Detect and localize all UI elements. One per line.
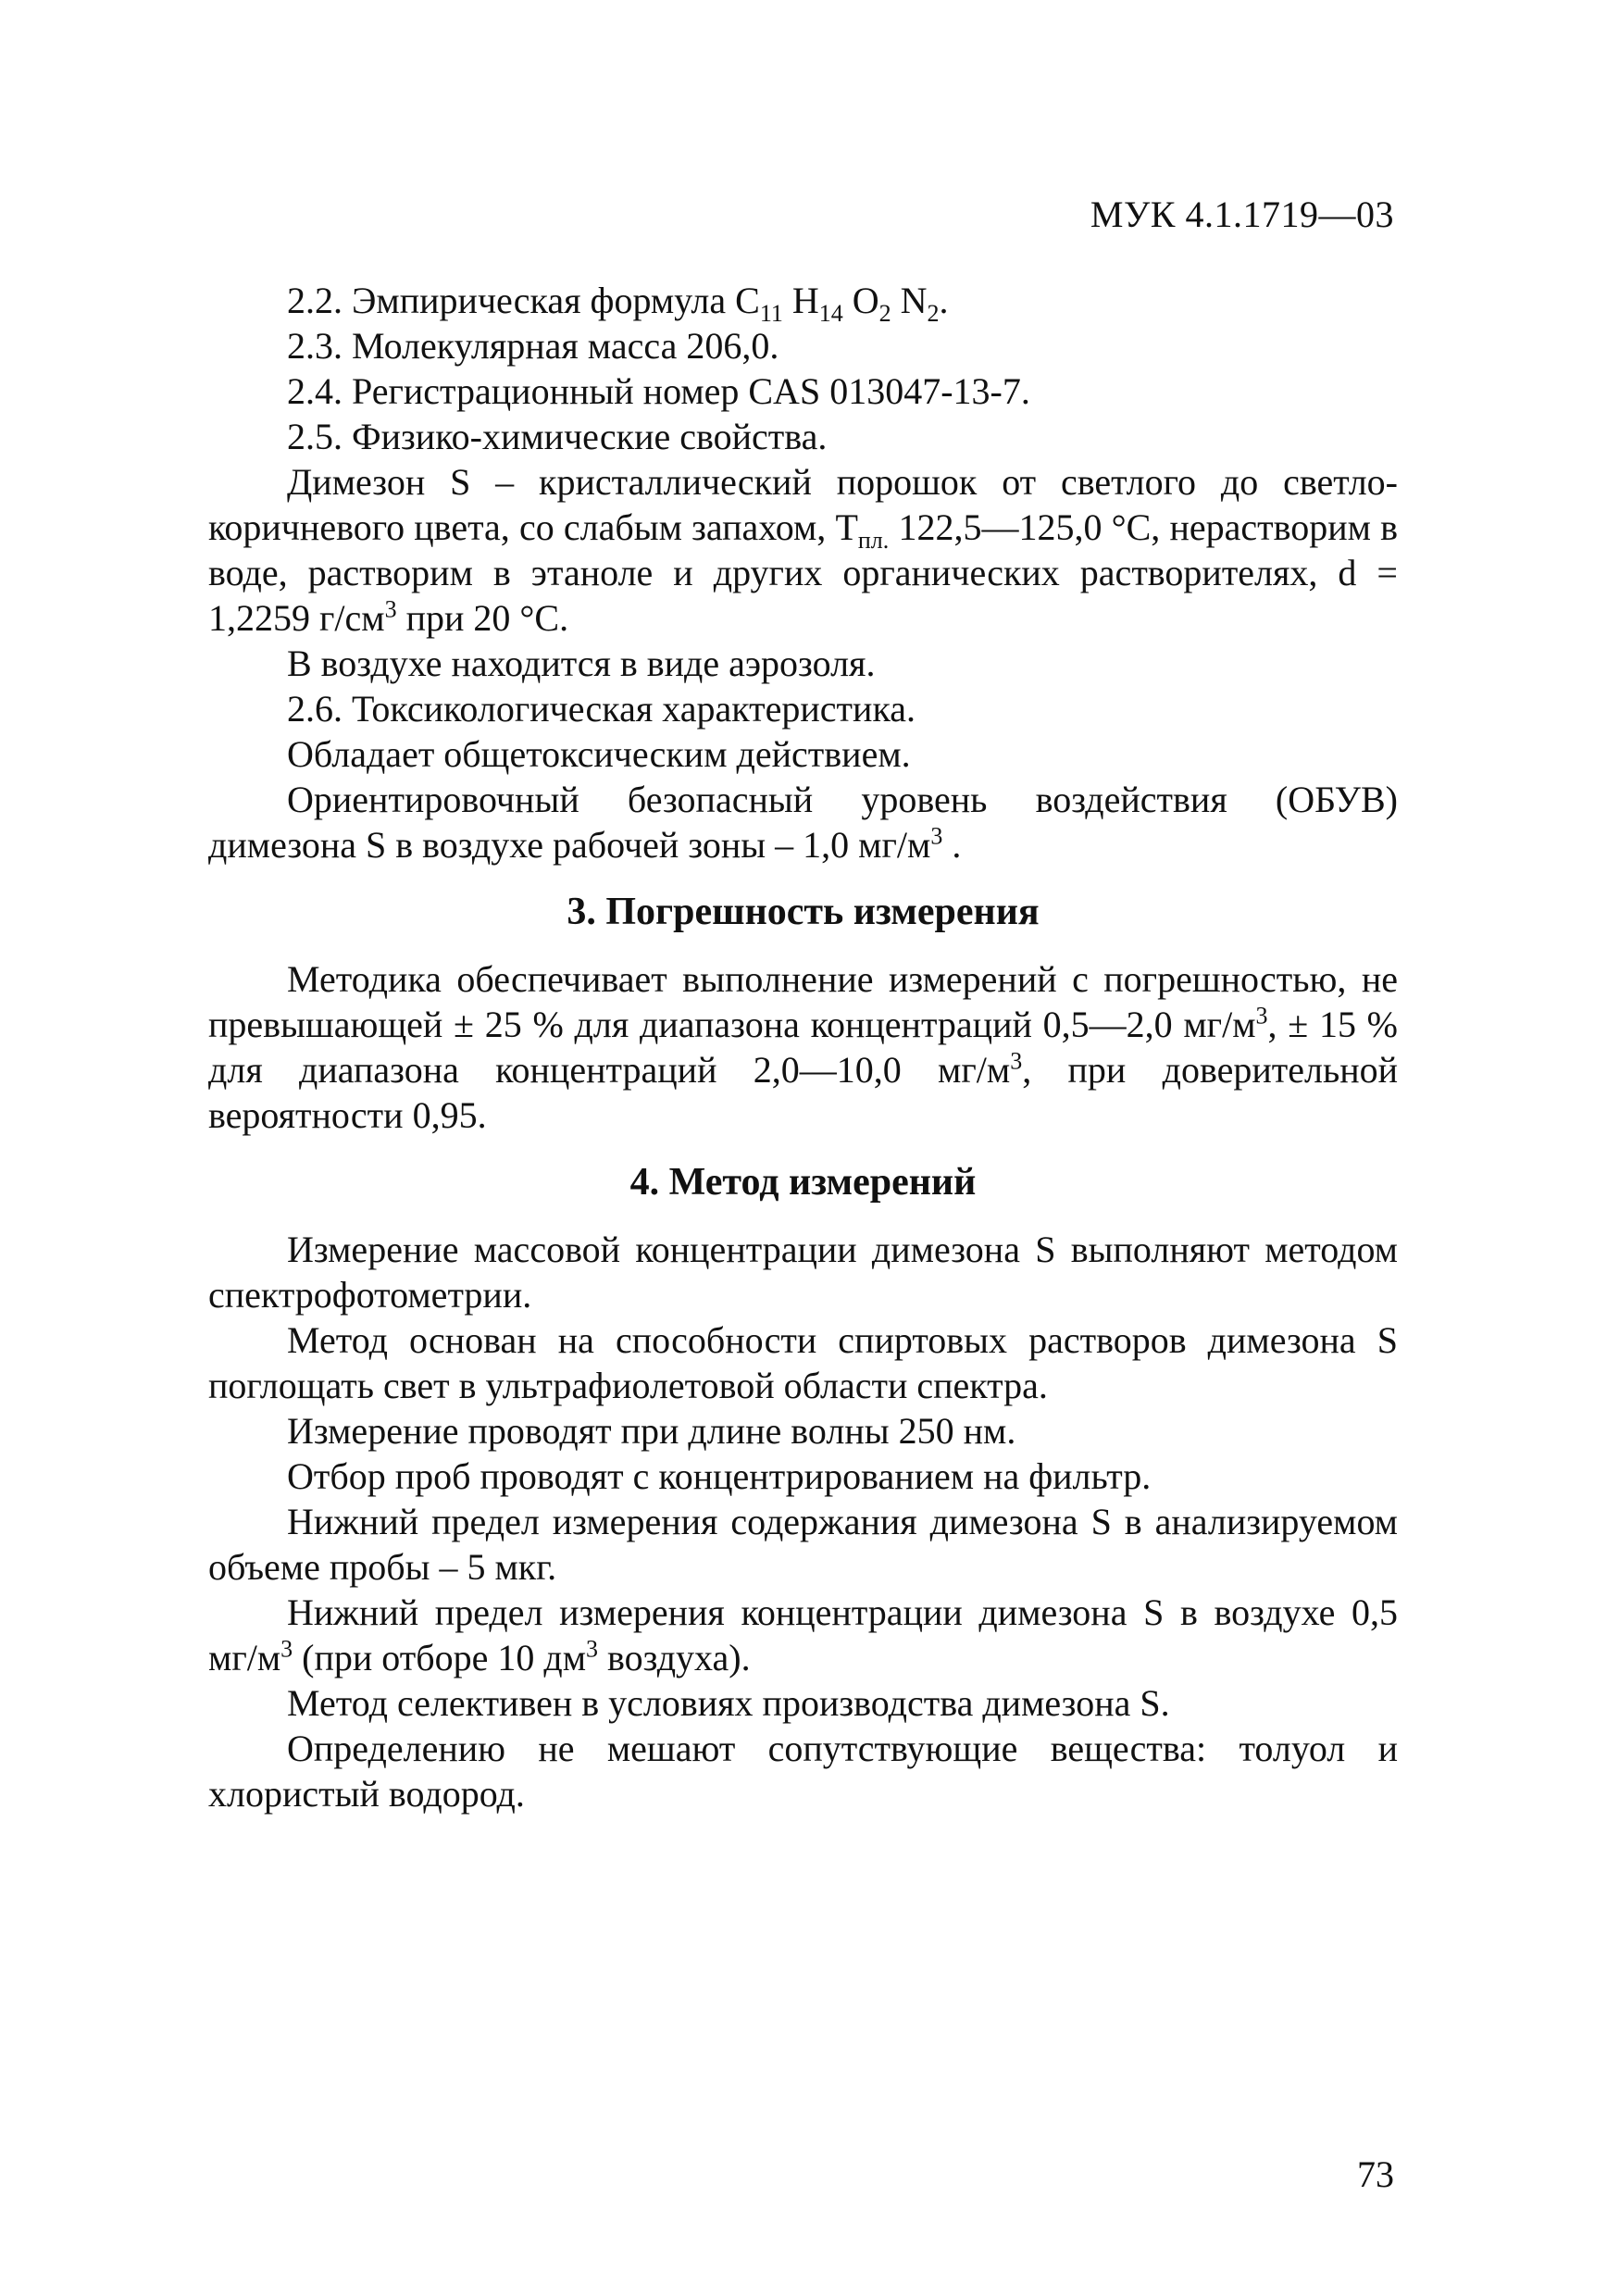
toxicity-paragraph: Обладает общетоксическим действием. xyxy=(287,733,911,775)
properties-paragraph: Димезон S – кристаллический порошок от светлого до светло-коричневого цвета, со слабым запахом, $T_{пл.}$ 122,5—125,0 °С, нерастворим в воде, растворим в этаноле и других органических растворителях, d = 1,2259 $г/см^3$ при 20 °С. xyxy=(208,461,1398,639)
method-paragraph-8: Определению не мешают сопутствующие вещества: толуол и хлористый водород. xyxy=(208,1728,1398,1815)
page-number: 73 xyxy=(1357,2153,1394,2195)
method-paragraph-5: Нижний предел измерения содержания димезона S в анализируемом объеме пробы – 5 мкг. xyxy=(208,1501,1398,1588)
molar-mass-paragraph: 2.3. Молекулярная масса 206,0. xyxy=(287,325,779,367)
method-paragraph-3: Измерение проводят при длине волны 250 нм. xyxy=(287,1410,1016,1452)
section-3-title: 3. Погрешность измерения xyxy=(567,891,1040,933)
aerosol-paragraph: В воздухе находится в виде аэрозоля. xyxy=(287,643,876,684)
section-4-title: 4. Метод измерений xyxy=(629,1161,977,1204)
method-paragraph-6: Нижний предел измерения концентрации димезона S в воздухе 0,5 $мг/м^3$ (при отборе 10 $дм^3$ воздуха). xyxy=(208,1591,1398,1678)
method-paragraph-2: Метод основан на способности спиртовых растворов димезона S поглощать свет в ультрафиолетовой области спектра. xyxy=(208,1319,1398,1406)
toxicology-heading: 2.6. Токсикологическая характеристика. xyxy=(287,688,916,730)
method-paragraph-4: Отбор проб проводят с концентрированием на фильтр. xyxy=(287,1455,1152,1497)
properties-heading: 2.5. Физико-химические свойства. xyxy=(287,416,828,457)
cas-number-paragraph: 2.4. Регистрационный номер CAS 013047-13-7. xyxy=(287,370,1030,412)
document-code: МУК 4.1.1719—03 xyxy=(1090,193,1394,235)
document-body xyxy=(208,278,1398,1816)
method-paragraph-1: Измерение массовой концентрации димезона S выполняют методом спектрофотометрии. xyxy=(208,1229,1398,1316)
method-paragraph-7: Метод селективен в условиях производства димезона S. xyxy=(287,1682,1170,1724)
formula-paragraph: 2.2. Эмпирическая формула $C_{11}$ $H_{14}$ $O_2$ $N_2$. xyxy=(287,280,949,327)
accuracy-paragraph: Методика обеспечивает выполнение измерений с погрешностью, не превышающей ± 25 % для диапазона концентраций 0,5—2,0 $мг/м^3$, ± 15 % для диапазона концентраций 2,0—10,0 $мг/м^3$, при доверительной вероятности 0,95. xyxy=(208,958,1399,1136)
obuv-paragraph: Ориентировочный безопасный уровень воздействия (ОБУВ) димезона S в воздухе рабочей зоны – 1,0 $мг/м^3$ . xyxy=(208,779,1398,866)
